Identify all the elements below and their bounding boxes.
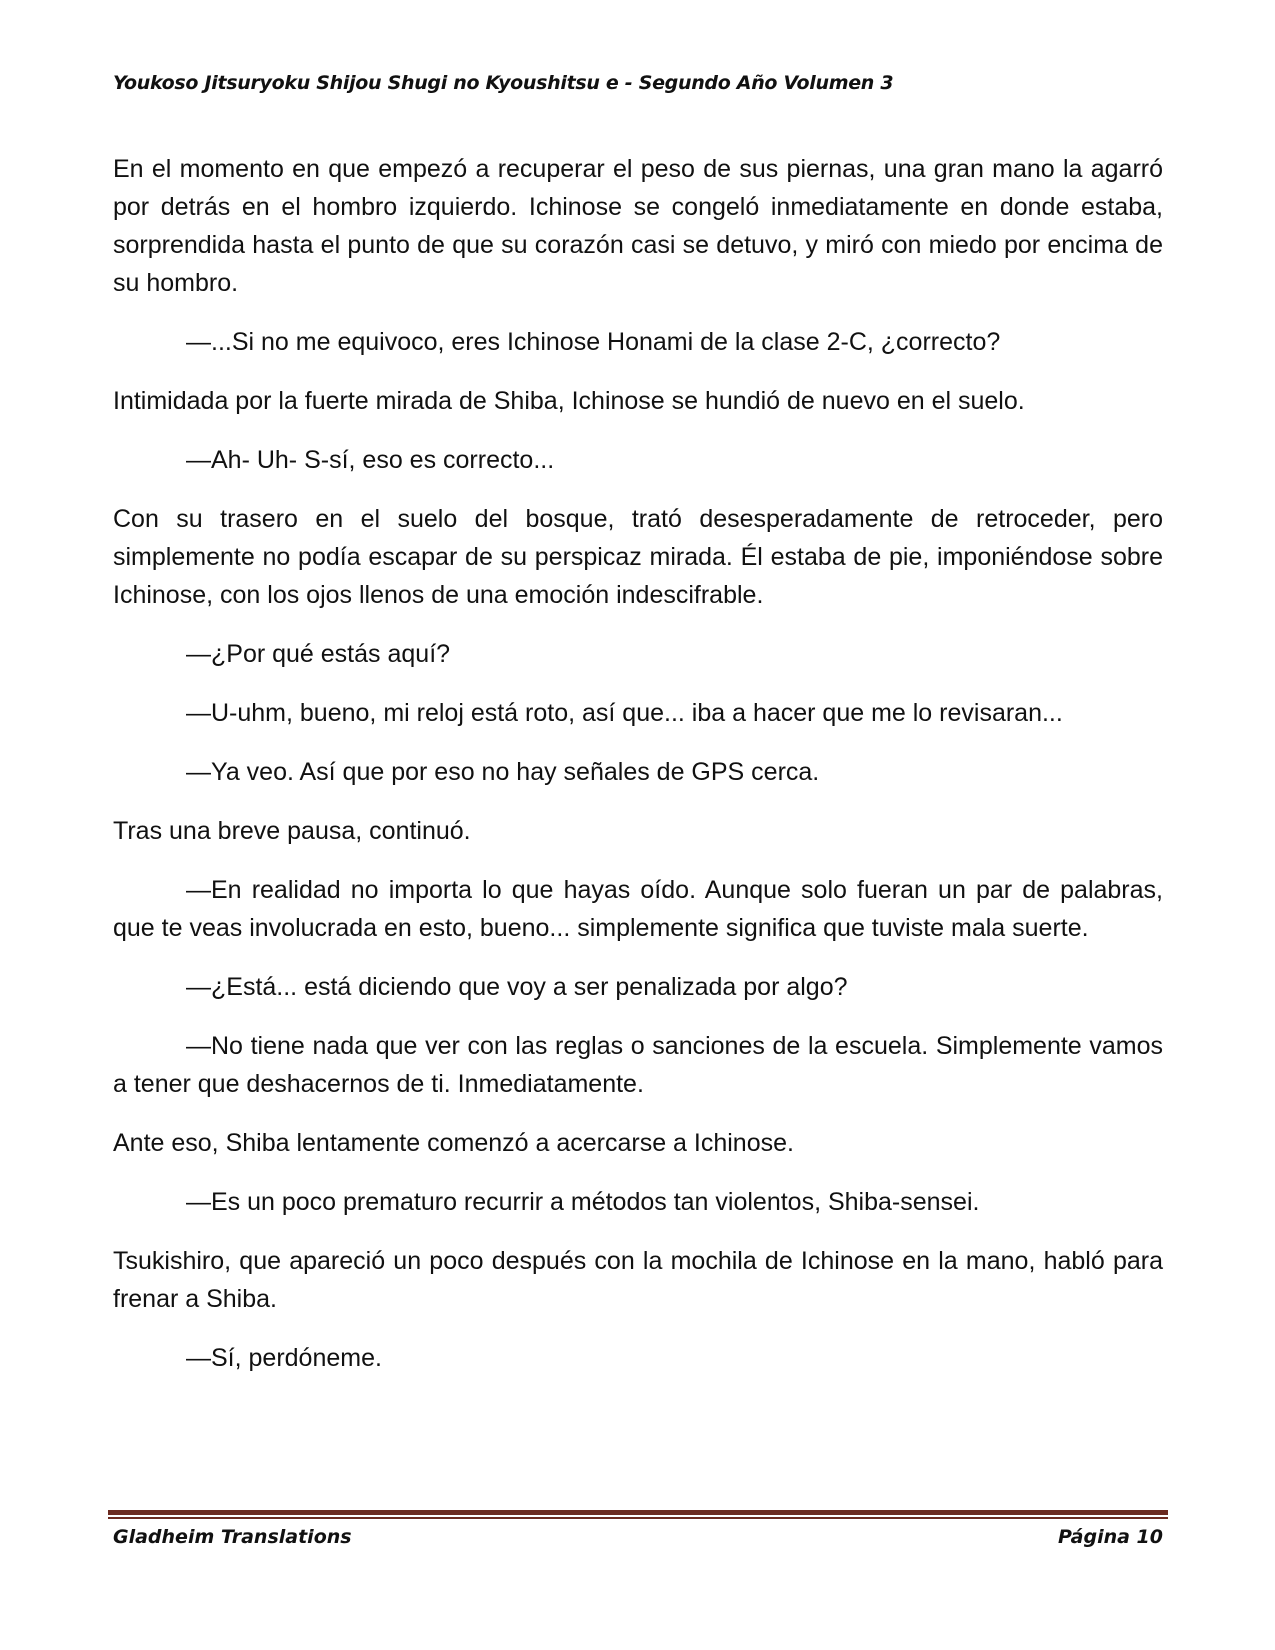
paragraph: Intimidada por la fuerte mirada de Shiba, Ichinose se hundió de nuevo en el suelo. <box>113 387 1025 415</box>
footer-divider-thick <box>108 1510 1168 1515</box>
footer-divider <box>108 1510 1168 1519</box>
dialogue-line: —Sí, perdóneme. <box>186 1344 382 1372</box>
paragraph: Ante eso, Shiba lentamente comenzó a acercarse a Ichinose. <box>113 1129 794 1157</box>
dialogue-line: —U-uhm, bueno, mi reloj está roto, así que... iba a hacer que me lo revisaran... <box>186 699 1063 727</box>
dialogue-line: —Es un poco prematuro recurrir a métodos tan violentos, Shiba-sensei. <box>186 1188 980 1216</box>
dialogue-line: —¿Está... está diciendo que voy a ser penalizada por algo? <box>186 973 848 1001</box>
dialogue-line: —...Si no me equivoco, eres Ichinose Honami de la clase 2-C, ¿correcto? <box>186 328 1001 356</box>
paragraph: Con su trasero en el suelo del bosque, trató desesperadamente de retroceder, pero simplemente no podía escapar de su perspicaz mirada. Él estaba de pie, imponiéndose sobre Ichinose, con los ojos llenos de una emoción indescifrable. <box>113 505 1163 609</box>
dialogue-line: —¿Por qué estás aquí? <box>186 640 451 668</box>
dialogue-line: —Ah- Uh- S-sí, eso es correcto... <box>186 446 555 474</box>
dialogue-line: —No tiene nada que ver con las reglas o sanciones de la escuela. Simplemente vamos a tener que deshacernos de ti. Inmediatamente. <box>113 1032 1163 1098</box>
page-header-title: Youkoso Jitsuryoku Shijou Shugi no Kyoushitsu e - Segundo Año Volumen 3 <box>113 72 894 94</box>
paragraph: En el momento en que empezó a recuperar el peso de sus piernas, una gran mano la agarró por detrás en el hombro izquierdo. Ichinose se congeló inmediatamente en donde estaba, sorprendida hasta el punto de que su corazón casi se detuvo, y miró con miedo por encima de su hombro. <box>113 155 1163 297</box>
paragraph: Tsukishiro, que apareció un poco después con la mochila de Ichinose en la mano, habló para frenar a Shiba. <box>113 1247 1163 1313</box>
dialogue-line: —En realidad no importa lo que hayas oído. Aunque solo fueran un par de palabras, que te veas involucrada en esto, bueno... simplemente significa que tuviste mala suerte. <box>113 876 1163 942</box>
footer-credit: Gladheim Translations <box>113 1526 352 1548</box>
dialogue-line: —Ya veo. Así que por eso no hay señales de GPS cerca. <box>186 758 820 786</box>
page-number: Página 10 <box>1057 1526 1163 1548</box>
paragraph: Tras una breve pausa, continuó. <box>113 817 471 845</box>
footer-divider-thin <box>108 1517 1168 1519</box>
body-text <box>113 150 1163 1377</box>
